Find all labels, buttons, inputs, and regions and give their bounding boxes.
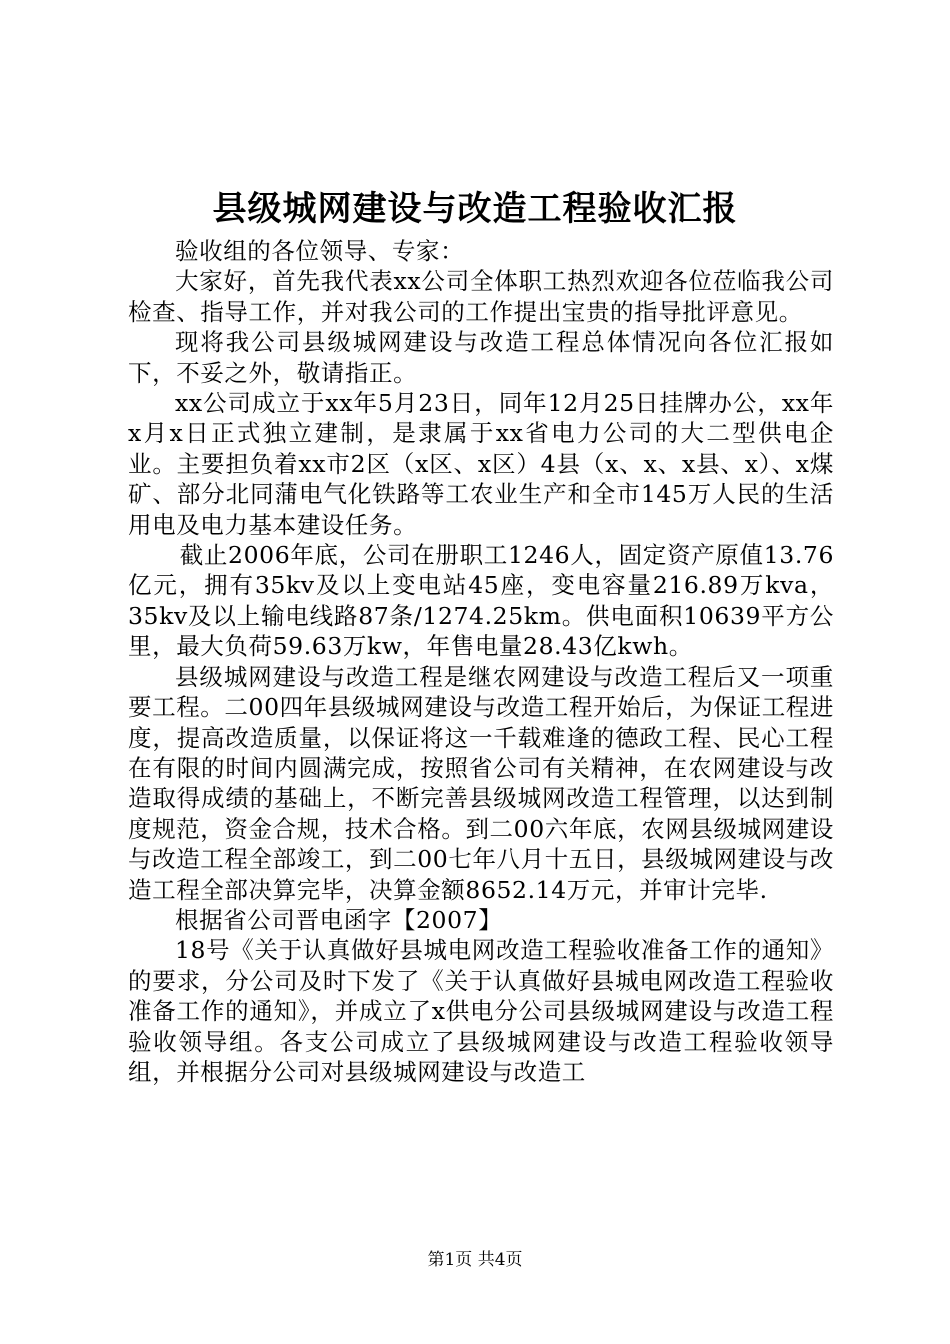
paragraph-intro: 现将我公司县级城网建设与改造工程总体情况向各位汇报如下，不妥之外，敬请指正。 bbox=[128, 328, 834, 387]
paragraph-project-overview: 县级城网建设与改造工程是继农网建设与改造工程后又一项重要工程。二00四年县级城网建设与改造工程开始后，为保证工程进度，提高改造质量，以保证将这一千载难逢的德政工程、民心工程在有限的时间内圆满完成，按照省公司有关精神，在农网建设与改造取得成绩的基础上，不断完善县级城网改造工程管理，以达到制度规范，资金合规，技术合格。到二00六年底，农网县级城网建设与改造工程全部竣工，到二00七年八月十五日，县级城网建设与改造工程全部决算完毕，决算金额8652.14万元，并审计完毕. bbox=[128, 662, 834, 904]
document-body bbox=[128, 236, 834, 1087]
paragraph-statistics: 截止2006年底，公司在册职工1246人，固定资产原值13.76亿元，拥有35kv及以上变电站45座，变电容量216.89万kva，35kv及以上输电线路87条/1274.25km。供电面积10639平方公里，最大负荷59.63万kw，年售电量28.43亿kwh。 bbox=[128, 541, 834, 661]
paragraph-salutation: 验收组的各位领导、专家： bbox=[175, 237, 465, 265]
paragraph-basis: 根据省公司晋电函字【2007】 bbox=[175, 905, 503, 934]
document-title: 县级城网建设与改造工程验收汇报 bbox=[212, 189, 738, 229]
paragraph-notice: 18号《关于认真做好县城电网改造工程验收准备工作的通知》的要求，分公司及时下发了《关于认真做好县城电网改造工程验收准备工作的通知》，并成立了x供电分公司县级城网建设与改造工程验收领导组。各支公司成立了县级城网建设与改造工程验收领导组，并根据分公司对县级城网建设与改造工 bbox=[128, 936, 834, 1086]
page-number: 第1页 共4页 bbox=[427, 1250, 523, 1270]
paragraph-company-profile: xx公司成立于xx年5月23日，同年12月25日挂牌办公，xx年x月x日正式独立建制，是隶属于xx省电力公司的大二型供电企业。主要担负着xx市2区（x区、x区）4县（x、x、x县、x）、x煤矿、部分北同蒲电气化铁路等工农业生产和全市145万人民的生活用电及电力基本建设任务。 bbox=[128, 389, 834, 539]
paragraph-greeting: 大家好，首先我代表xx公司全体职工热烈欢迎各位莅临我公司检查、指导工作，并对我公司的工作提出宝贵的指导批评意见。 bbox=[128, 267, 834, 326]
